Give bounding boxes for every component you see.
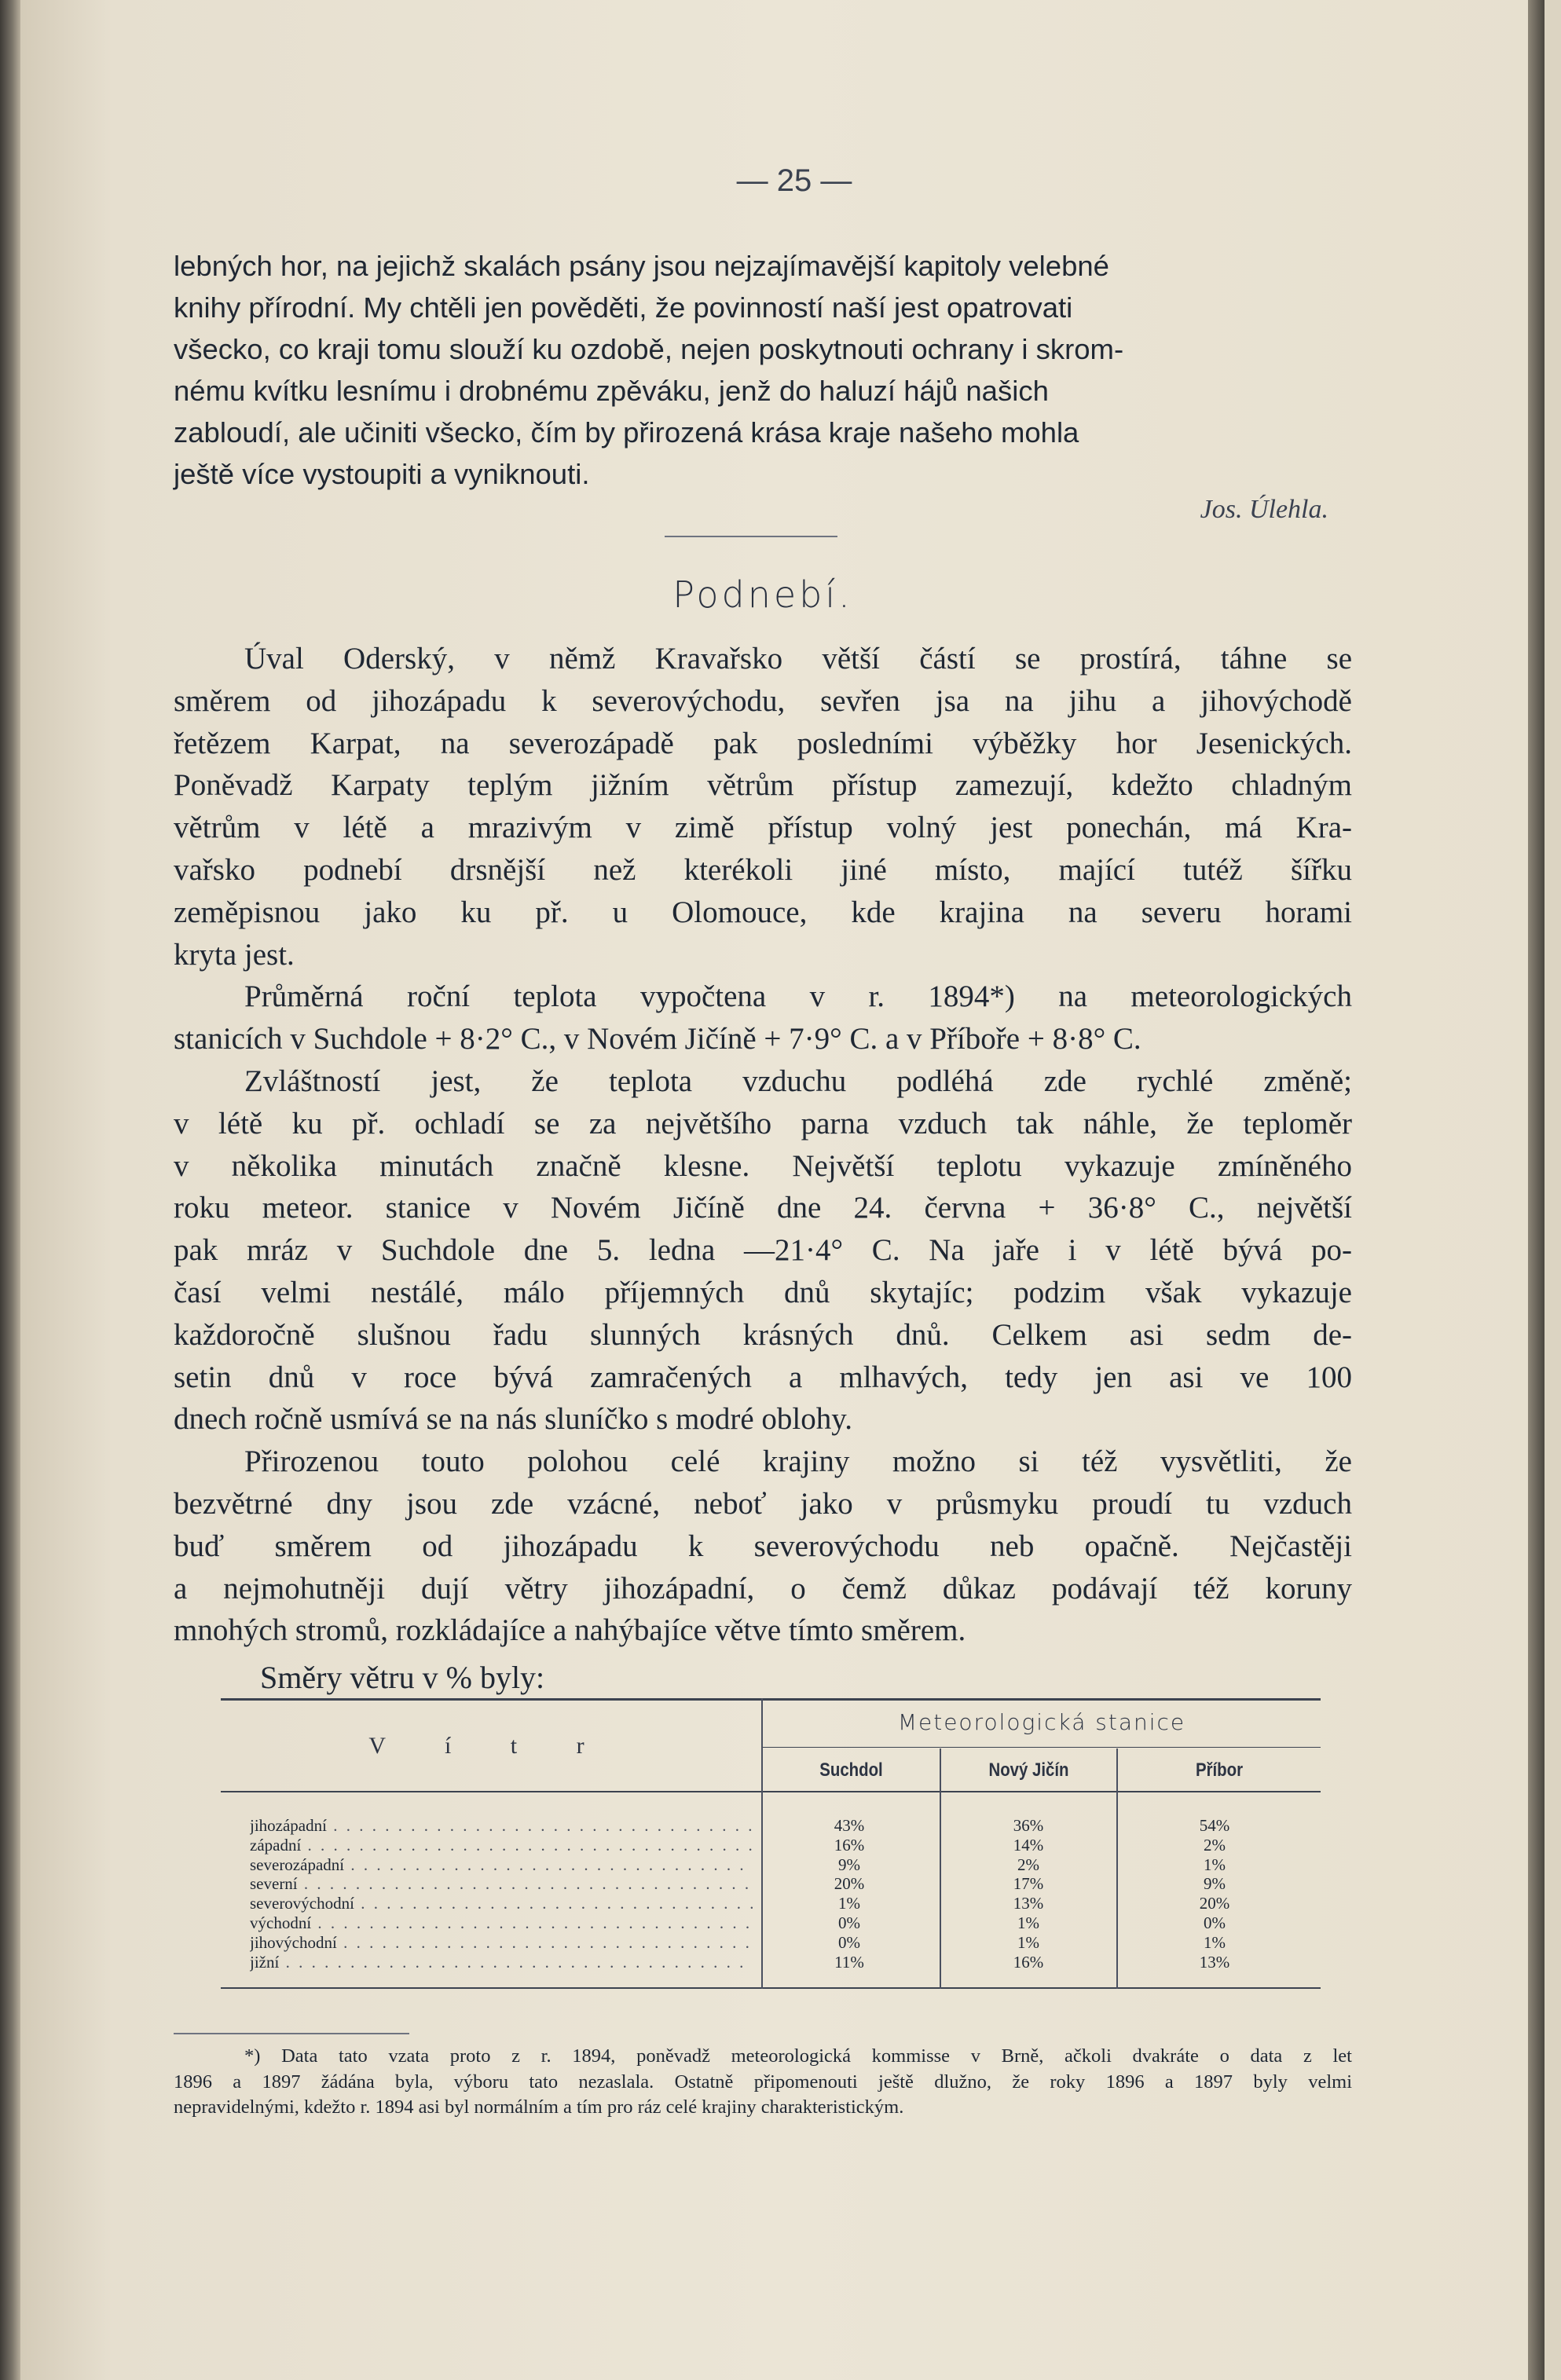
intro-paragraph: [174, 245, 1352, 495]
header-stations: Meteorologická stanice: [897, 1709, 1186, 1735]
wind-direction: severozápadní . . .: [250, 1855, 753, 1875]
value-suchdol: 0%: [838, 1932, 860, 1952]
value-pribor: 1%: [1204, 1932, 1226, 1952]
text-line: bezvětrné dny jsou zde vzácné, neboť jako v průsmyku proudí tu vzduch: [174, 1486, 1352, 1521]
author-signature: Jos. Úlehla.: [1200, 495, 1328, 524]
wind-direction: západní . . .: [250, 1836, 753, 1855]
value-suchdol: 1%: [838, 1894, 860, 1913]
text-line: stanicích v Suchdole + 8·2° C., v Novém Jičíně + 7·9° C. a v Příboře + 8·8° C.: [174, 1022, 1141, 1056]
value-novy-jicin: 36%: [1013, 1816, 1044, 1835]
table-row: [221, 1816, 1321, 1836]
table-row: [221, 1933, 1321, 1953]
table-title: Směry větru v % byly:: [260, 1660, 545, 1695]
wind-direction: jižní . . .: [250, 1953, 753, 1972]
wind-direction: severovýchodní . . .: [250, 1894, 753, 1913]
text-line: buď směrem od jihozápadu k severovýchodu neb opačně. Nejčastěji: [174, 1529, 1352, 1563]
table-body: [221, 1816, 1321, 1972]
intro-line: zabloudí, ale učiniti všecko, čím by přirozená krása kraje našeho mohla: [174, 416, 1079, 449]
page-number: — 25 —: [736, 163, 852, 198]
wind-direction: jihozápadní . . .: [250, 1816, 753, 1836]
footnote-divider: [174, 2033, 409, 2034]
table-row: [221, 1953, 1321, 1972]
value-pribor: 0%: [1204, 1913, 1226, 1932]
table-row: [221, 1913, 1321, 1933]
value-suchdol: 9%: [838, 1855, 860, 1874]
text-line: řetězem Karpat, na severozápadě pak posledními výběžky hor Jesenických.: [174, 726, 1352, 760]
text-line: setin dnů v roce bývá zamračených a mlhavých, tedy jen asi ve 100: [174, 1360, 1352, 1394]
wind-direction: severní . . .: [250, 1874, 753, 1894]
text-line: mnohých stromů, rozkládajíce a nahýbajíce větve tímto směrem.: [174, 1613, 966, 1648]
intro-line: knihy přírodní. My chtěli jen pověděti, že povinností naší jest opatrovati: [174, 291, 1073, 324]
header-novy-jicin: Nový Jičín: [988, 1759, 1069, 1781]
table-group-rule: [763, 1747, 1321, 1748]
text-line: kryta jest.: [174, 937, 295, 972]
value-novy-jicin: 13%: [1013, 1894, 1044, 1913]
text-line: Zvláštností jest, že teplota vzduchu podléhá zde rychlé změně;: [244, 1064, 1352, 1098]
book-page: [20, 0, 1545, 2380]
header-pribor: Příbor: [1195, 1759, 1244, 1781]
wind-direction: východní . . .: [250, 1913, 753, 1933]
value-novy-jicin: 1%: [1017, 1932, 1039, 1952]
footnote-line: nepravidelnými, kdežto r. 1894 asi byl normálním a tím pro ráz celé krajiny charakteristickým.: [174, 2096, 904, 2118]
book-binding-shadow: [0, 0, 20, 2380]
table-top-rule: [221, 1698, 1321, 1701]
intro-line: všecko, co kraji tomu slouží ku ozdobě, nejen poskytnouti ochrany i skrom-: [174, 333, 1124, 365]
text-line: vařsko podnebí drsnější než kterékoli jiné místo, mající tutéž šířku: [174, 852, 1352, 887]
value-novy-jicin: 14%: [1013, 1835, 1044, 1855]
intro-line: nému kvítku lesnímu i drobnému zpěváku, jenž do haluzí hájů našich: [174, 375, 1049, 407]
section-heading: Podnebí.: [672, 573, 853, 616]
value-novy-jicin: 16%: [1013, 1952, 1044, 1972]
page-edge: [1528, 0, 1545, 2380]
header-wind: V í t r: [368, 1733, 611, 1759]
value-pribor: 20%: [1199, 1894, 1230, 1913]
text-line: roku meteor. stanice v Novém Jičíně dne 24. června + 36·8° C., největší: [174, 1191, 1352, 1225]
value-novy-jicin: 1%: [1017, 1913, 1039, 1932]
text-line: Přirozenou touto polohou celé krajiny možno si též vysvětliti, že: [244, 1444, 1352, 1479]
table-row: [221, 1836, 1321, 1855]
value-pribor: 13%: [1199, 1952, 1230, 1972]
header-suchdol: Suchdol: [819, 1759, 883, 1781]
value-pribor: 2%: [1204, 1835, 1226, 1855]
text-line: větrům v létě a mrazivým v zimě přístup volný jest ponechán, má Kra-: [174, 811, 1352, 845]
text-line: každoročně slušnou řadu slunných krásných dnů. Celkem asi sedm de-: [174, 1317, 1352, 1352]
table-row: [221, 1894, 1321, 1913]
footnote: [174, 2044, 1352, 2121]
table-bottom-rule: [221, 1987, 1321, 1989]
footnote-line: *) Data tato vzata proto z r. 1894, poněvadž meteorologická kommisse v Brně, ačkoli dvakráte o data z let: [244, 2045, 1352, 2067]
value-novy-jicin: 2%: [1017, 1855, 1039, 1874]
text-line: Poněvadž Karpaty teplým jižním větrům přístup zamezují, kdežto chladným: [174, 768, 1352, 803]
climate-text: [174, 638, 1352, 1652]
text-line: zeměpisnou jako ku př. u Olomouce, kde krajina na severu horami: [174, 895, 1352, 929]
section-divider: [665, 536, 837, 537]
text-line: Úval Oderský, v němž Kravařsko větší částí se prostírá, táhne se: [244, 642, 1352, 676]
value-suchdol: 43%: [834, 1816, 865, 1835]
value-novy-jicin: 17%: [1013, 1874, 1044, 1894]
text-line: časí velmi nestálé, málo příjemných dnů skytajíc; podzim však vykazuje: [174, 1275, 1352, 1309]
wind-table: [221, 1698, 1321, 1997]
text-line: Průměrná roční teplota vypočtena v r. 1894*) na meteorologických: [244, 979, 1352, 1014]
text-line: pak mráz v Suchdole dne 5. ledna —21·4° C. Na jaře i v létě bývá po-: [174, 1233, 1352, 1268]
text-line: a nejmohutněji dují větry jihozápadní, o čemž důkaz podávají též koruny: [174, 1571, 1352, 1606]
wind-direction: jihovýchodní . . .: [250, 1933, 753, 1953]
value-pribor: 54%: [1199, 1816, 1230, 1835]
text-line: směrem od jihozápadu k severovýchodu, sevřen jsa na jihu a jihovýchodě: [174, 683, 1352, 718]
text-line: v několika minutách značně klesne. Největší teplotu vykazuje zmíněného: [174, 1148, 1352, 1183]
value-suchdol: 20%: [834, 1874, 865, 1894]
value-pribor: 9%: [1204, 1874, 1226, 1894]
value-suchdol: 11%: [834, 1952, 864, 1972]
footnote-line: 1896 a 1897 žádána byla, výboru tato nezaslala. Ostatně připomenouti ještě dlužno, že roky 1896 a 1897 byly velmi: [174, 2071, 1352, 2093]
text-line: dnech ročně usmívá se na nás sluníčko s modré oblohy.: [174, 1402, 852, 1437]
intro-line: lebných hor, na jejichž skalách psány jsou nejzajímavější kapitoly velebné: [174, 250, 1109, 282]
table-row: [221, 1855, 1321, 1875]
table-row: [221, 1874, 1321, 1894]
value-pribor: 1%: [1204, 1855, 1226, 1874]
value-suchdol: 0%: [838, 1913, 860, 1932]
value-suchdol: 16%: [834, 1835, 865, 1855]
text-line: v létě ku př. ochladí se za největšího parna vzduch tak náhle, že teploměr: [174, 1106, 1352, 1141]
intro-line: ještě více vystoupiti a vyniknouti.: [174, 458, 590, 490]
table-header-rule: [221, 1791, 1321, 1792]
